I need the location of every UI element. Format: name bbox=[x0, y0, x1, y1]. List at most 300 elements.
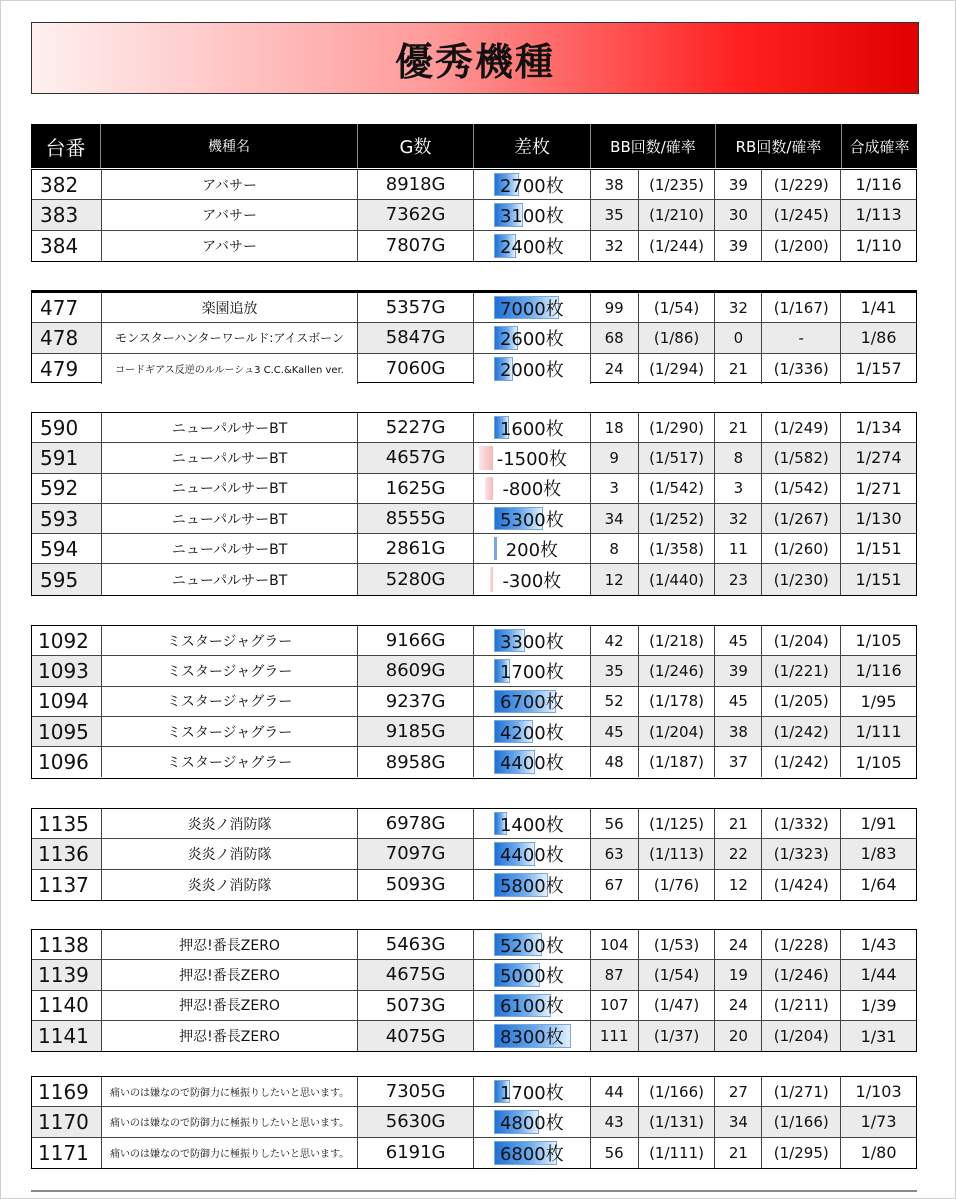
bb-count: 52 bbox=[591, 687, 639, 716]
page-title: 優秀機種 bbox=[31, 22, 919, 94]
game-count: 9166G bbox=[358, 626, 474, 655]
synth-rate: 1/274 bbox=[855, 448, 902, 468]
machine-name: ミスタージャグラー bbox=[102, 687, 358, 716]
table-row bbox=[32, 474, 916, 504]
game-count: 7362G bbox=[358, 200, 474, 229]
machine-no: 1095 bbox=[32, 717, 102, 746]
bb-count: 111 bbox=[591, 1021, 639, 1051]
machine-no: 593 bbox=[32, 504, 102, 533]
synth-rate: 1/80 bbox=[860, 1143, 897, 1163]
table-row bbox=[32, 839, 916, 869]
synth-rate: 1/105 bbox=[855, 752, 902, 772]
synth-rate: 1/64 bbox=[860, 875, 897, 895]
bb-rate: (1/358) bbox=[639, 534, 716, 563]
machine-no: 590 bbox=[32, 413, 102, 442]
bb-rate: (1/166) bbox=[639, 1077, 716, 1106]
machine-name: ニューパルサーBT bbox=[102, 443, 358, 472]
diff-value: 5200枚 bbox=[499, 935, 564, 957]
synth-rate: 1/95 bbox=[860, 691, 897, 711]
machine-name: 押忍!番長ZERO bbox=[102, 930, 358, 959]
synth-rate: 1/31 bbox=[860, 1026, 897, 1046]
synth-rate: 1/151 bbox=[855, 539, 902, 559]
col-header-synth: 合成確率 bbox=[849, 137, 910, 156]
table-row bbox=[32, 687, 916, 717]
table-row bbox=[32, 1021, 916, 1051]
game-count: 2861G bbox=[358, 534, 474, 563]
machine-no: 1093 bbox=[32, 656, 102, 685]
rb-rate: (1/332) bbox=[762, 809, 841, 838]
bb-rate: (1/440) bbox=[639, 564, 716, 594]
machine-name: 押忍!番長ZERO bbox=[102, 991, 358, 1020]
bb-rate: (1/517) bbox=[639, 443, 716, 472]
col-header-rb: RB回数/確率 bbox=[716, 124, 842, 168]
rb-count: 38 bbox=[715, 717, 762, 746]
machine-name: ニューパルサーBT bbox=[102, 564, 358, 594]
synth-rate: 1/111 bbox=[855, 722, 902, 742]
machine-no: 594 bbox=[32, 534, 102, 563]
game-count: 5463G bbox=[358, 930, 474, 959]
diff-value: 5300枚 bbox=[499, 509, 564, 531]
machine-no: 1096 bbox=[32, 747, 102, 777]
rb-rate: (1/267) bbox=[762, 504, 841, 533]
diff-cell bbox=[474, 839, 591, 868]
bottom-divider bbox=[31, 1190, 917, 1192]
synth-rate: 1/151 bbox=[855, 570, 902, 590]
rb-rate: (1/295) bbox=[762, 1138, 841, 1168]
machine-no: 383 bbox=[32, 200, 102, 229]
bb-rate: (1/37) bbox=[639, 1021, 716, 1051]
diff-cell bbox=[474, 354, 591, 384]
machine-no: 384 bbox=[32, 231, 102, 261]
bb-count: 67 bbox=[591, 870, 639, 900]
machine-group bbox=[31, 290, 917, 383]
table-row bbox=[32, 747, 916, 777]
synth-rate: 1/157 bbox=[855, 359, 902, 379]
table-row bbox=[32, 323, 916, 353]
diff-value: 4400枚 bbox=[499, 753, 564, 775]
machine-name: 押忍!番長ZERO bbox=[102, 960, 358, 989]
diff-value: 5800枚 bbox=[499, 875, 564, 897]
table-row bbox=[32, 717, 916, 747]
rb-count: 24 bbox=[715, 991, 762, 1020]
game-count: 6191G bbox=[358, 1138, 474, 1168]
game-count: 8555G bbox=[358, 504, 474, 533]
game-count: 1625G bbox=[358, 474, 474, 503]
diff-value: -800枚 bbox=[502, 479, 562, 501]
bb-count: 107 bbox=[591, 991, 639, 1020]
diff-value: 1700枚 bbox=[499, 1082, 564, 1104]
rb-rate: (1/242) bbox=[762, 747, 841, 777]
rb-count: 23 bbox=[715, 564, 762, 594]
rb-rate: (1/200) bbox=[762, 231, 841, 261]
machine-name: 炎炎ノ消防隊 bbox=[102, 870, 358, 900]
bb-count: 45 bbox=[591, 717, 639, 746]
rb-rate: (1/424) bbox=[762, 870, 841, 900]
machine-name: ニューパルサーBT bbox=[102, 504, 358, 533]
bb-rate: (1/178) bbox=[639, 687, 716, 716]
game-count: 6978G bbox=[358, 809, 474, 838]
rb-rate: (1/211) bbox=[762, 991, 841, 1020]
col-header-bb: BB回数/確率 bbox=[591, 124, 716, 168]
machine-group bbox=[31, 625, 917, 779]
machine-no: 1139 bbox=[32, 960, 102, 989]
machine-no: 1136 bbox=[32, 839, 102, 868]
rb-count: 21 bbox=[715, 809, 762, 838]
synth-rate: 1/105 bbox=[855, 631, 902, 651]
rb-rate: (1/271) bbox=[762, 1077, 841, 1106]
diff-cell bbox=[474, 930, 591, 959]
bb-rate: (1/210) bbox=[639, 200, 716, 229]
bb-rate: (1/125) bbox=[639, 809, 716, 838]
game-count: 8918G bbox=[358, 170, 474, 199]
machine-name: 痛いのは嫌なので防御力に極振りしたいと思います。 bbox=[102, 1138, 358, 1168]
bb-rate: (1/187) bbox=[639, 747, 716, 777]
bb-rate: (1/542) bbox=[639, 474, 716, 503]
diff-value: 4200枚 bbox=[499, 722, 564, 744]
diff-cell bbox=[474, 200, 591, 229]
machine-no: 1094 bbox=[32, 687, 102, 716]
diff-value: 7000枚 bbox=[499, 298, 564, 320]
machine-name: ニューパルサーBT bbox=[102, 413, 358, 442]
rb-count: 0 bbox=[715, 323, 762, 352]
bb-count: 87 bbox=[591, 960, 639, 989]
bb-count: 34 bbox=[591, 504, 639, 533]
machine-no: 1141 bbox=[32, 1021, 102, 1051]
bb-rate: (1/47) bbox=[639, 991, 716, 1020]
bb-count: 56 bbox=[591, 1138, 639, 1168]
rb-count: 34 bbox=[715, 1107, 762, 1136]
diff-cell bbox=[474, 687, 591, 716]
machine-no: 1169 bbox=[32, 1077, 102, 1106]
rb-count: 45 bbox=[715, 687, 762, 716]
diff-cell bbox=[474, 474, 591, 503]
game-count: 4075G bbox=[358, 1021, 474, 1051]
diff-negative-bar bbox=[479, 446, 493, 469]
game-count: 5847G bbox=[358, 323, 474, 352]
diff-cell bbox=[474, 443, 591, 472]
bb-count: 24 bbox=[591, 354, 639, 384]
rb-rate: (1/221) bbox=[762, 656, 841, 685]
machine-group bbox=[31, 169, 917, 262]
bb-rate: (1/113) bbox=[639, 839, 716, 868]
rb-count: 32 bbox=[715, 504, 762, 533]
machine-no: 1137 bbox=[32, 870, 102, 900]
diff-value: 6700枚 bbox=[499, 692, 564, 714]
col-header-name: 機種名 bbox=[101, 124, 358, 168]
diff-value: 1600枚 bbox=[499, 418, 564, 440]
game-count: 5227G bbox=[358, 413, 474, 442]
machine-no: 1135 bbox=[32, 809, 102, 838]
bb-count: 43 bbox=[591, 1107, 639, 1136]
table-row bbox=[32, 1107, 916, 1137]
machine-name: アバサー bbox=[102, 170, 358, 199]
game-count: 9185G bbox=[358, 717, 474, 746]
bb-rate: (1/86) bbox=[639, 323, 716, 352]
table-row bbox=[32, 991, 916, 1021]
bb-rate: (1/218) bbox=[639, 626, 716, 655]
machine-name: 痛いのは嫌なので防御力に極振りしたいと思います。 bbox=[102, 1107, 358, 1136]
synth-rate: 1/110 bbox=[855, 236, 902, 256]
machine-name: ミスタージャグラー bbox=[102, 747, 358, 777]
rb-rate: (1/230) bbox=[762, 564, 841, 594]
synth-rate: 1/86 bbox=[860, 328, 897, 348]
diff-cell bbox=[474, 323, 591, 352]
game-count: 8609G bbox=[358, 656, 474, 685]
bb-rate: (1/252) bbox=[639, 504, 716, 533]
diff-cell bbox=[474, 504, 591, 533]
bb-rate: (1/54) bbox=[639, 960, 716, 989]
rb-count: 32 bbox=[715, 293, 762, 322]
synth-rate: 1/44 bbox=[860, 965, 897, 985]
synth-rate: 1/113 bbox=[855, 205, 902, 225]
diff-cell bbox=[474, 413, 591, 442]
rb-rate: (1/242) bbox=[762, 717, 841, 746]
rb-count: 39 bbox=[715, 656, 762, 685]
table-row bbox=[32, 1077, 916, 1107]
machine-name: ミスタージャグラー bbox=[102, 717, 358, 746]
machine-no: 595 bbox=[32, 564, 102, 594]
synth-rate: 1/73 bbox=[860, 1112, 897, 1132]
machine-name: ミスタージャグラー bbox=[102, 626, 358, 655]
rb-count: 11 bbox=[715, 534, 762, 563]
machine-no: 1170 bbox=[32, 1107, 102, 1136]
diff-bar bbox=[494, 537, 497, 560]
rb-rate: (1/246) bbox=[762, 960, 841, 989]
table-row bbox=[32, 626, 916, 656]
diff-cell bbox=[474, 717, 591, 746]
bb-count: 42 bbox=[591, 626, 639, 655]
diff-value: 1700枚 bbox=[499, 661, 564, 683]
diff-cell bbox=[474, 747, 591, 777]
bb-count: 3 bbox=[591, 474, 639, 503]
synth-rate: 1/39 bbox=[860, 995, 897, 1015]
bb-count: 56 bbox=[591, 809, 639, 838]
bb-rate: (1/290) bbox=[639, 413, 716, 442]
diff-value: 2000枚 bbox=[499, 359, 564, 381]
rb-count: 27 bbox=[715, 1077, 762, 1106]
bb-count: 18 bbox=[591, 413, 639, 442]
rb-count: 20 bbox=[715, 1021, 762, 1051]
rb-count: 24 bbox=[715, 930, 762, 959]
machine-no: 592 bbox=[32, 474, 102, 503]
rb-rate: (1/245) bbox=[762, 200, 841, 229]
machine-no: 1138 bbox=[32, 930, 102, 959]
bb-rate: (1/244) bbox=[639, 231, 716, 261]
game-count: 5073G bbox=[358, 991, 474, 1020]
game-count: 4657G bbox=[358, 443, 474, 472]
diff-cell bbox=[474, 534, 591, 563]
machine-no: 1092 bbox=[32, 626, 102, 655]
rb-count: 21 bbox=[715, 1138, 762, 1168]
game-count: 7097G bbox=[358, 839, 474, 868]
bb-count: 38 bbox=[591, 170, 639, 199]
diff-value: 3300枚 bbox=[499, 631, 564, 653]
rb-count: 39 bbox=[715, 231, 762, 261]
game-count: 5357G bbox=[358, 293, 474, 322]
rb-count: 37 bbox=[715, 747, 762, 777]
bb-count: 35 bbox=[591, 200, 639, 229]
diff-value: 4800枚 bbox=[499, 1112, 564, 1134]
diff-cell bbox=[474, 1077, 591, 1106]
game-count: 5630G bbox=[358, 1107, 474, 1136]
diff-value: -300枚 bbox=[502, 570, 562, 592]
table-row bbox=[32, 1138, 916, 1168]
table-row bbox=[32, 960, 916, 990]
diff-cell bbox=[474, 1138, 591, 1168]
machine-group bbox=[31, 929, 917, 1052]
machine-no: 1171 bbox=[32, 1138, 102, 1168]
diff-value: 2700枚 bbox=[499, 175, 564, 197]
diff-value: 3100枚 bbox=[499, 205, 564, 227]
bb-count: 9 bbox=[591, 443, 639, 472]
rb-count: 12 bbox=[715, 870, 762, 900]
table-row bbox=[32, 443, 916, 473]
game-count: 9237G bbox=[358, 687, 474, 716]
rb-count: 39 bbox=[715, 170, 762, 199]
rb-rate: - bbox=[762, 323, 841, 352]
table-row bbox=[32, 656, 916, 686]
machine-name: ニューパルサーBT bbox=[102, 534, 358, 563]
rb-rate: (1/336) bbox=[762, 354, 841, 384]
machine-group bbox=[31, 1076, 917, 1169]
synth-rate: 1/116 bbox=[855, 661, 902, 681]
rb-count: 21 bbox=[715, 413, 762, 442]
diff-cell bbox=[474, 960, 591, 989]
rb-count: 22 bbox=[715, 839, 762, 868]
diff-cell bbox=[474, 991, 591, 1020]
bb-rate: (1/76) bbox=[639, 870, 716, 900]
diff-value: -1500枚 bbox=[496, 448, 568, 470]
diff-value: 2400枚 bbox=[499, 236, 564, 258]
rb-rate: (1/249) bbox=[762, 413, 841, 442]
diff-value: 6800枚 bbox=[499, 1143, 564, 1165]
game-count: 7807G bbox=[358, 231, 474, 261]
bb-count: 48 bbox=[591, 747, 639, 777]
machine-no: 1140 bbox=[32, 991, 102, 1020]
synth-rate: 1/130 bbox=[855, 509, 902, 529]
bb-rate: (1/204) bbox=[639, 717, 716, 746]
rb-count: 19 bbox=[715, 960, 762, 989]
machine-name: アバサー bbox=[102, 200, 358, 229]
diff-cell bbox=[474, 1107, 591, 1136]
rb-rate: (1/582) bbox=[762, 443, 841, 472]
synth-rate: 1/41 bbox=[860, 298, 897, 318]
bb-rate: (1/53) bbox=[639, 930, 716, 959]
rb-rate: (1/228) bbox=[762, 930, 841, 959]
bb-rate: (1/235) bbox=[639, 170, 716, 199]
rb-rate: (1/204) bbox=[762, 626, 841, 655]
diff-cell bbox=[474, 170, 591, 199]
diff-value: 4400枚 bbox=[499, 844, 564, 866]
machine-name: ミスタージャグラー bbox=[102, 656, 358, 685]
bb-count: 35 bbox=[591, 656, 639, 685]
synth-rate: 1/134 bbox=[855, 418, 902, 438]
col-header-diff: 差枚 bbox=[474, 124, 591, 168]
game-count: 5280G bbox=[358, 564, 474, 594]
game-count: 7060G bbox=[358, 354, 474, 384]
bb-count: 68 bbox=[591, 323, 639, 352]
machine-name: 炎炎ノ消防隊 bbox=[102, 839, 358, 868]
bb-rate: (1/131) bbox=[639, 1107, 716, 1136]
table-row bbox=[32, 504, 916, 534]
synth-rate: 1/43 bbox=[860, 935, 897, 955]
table-row bbox=[32, 231, 916, 261]
synth-rate: 1/83 bbox=[860, 844, 897, 864]
machine-name: コードギアス反逆のルルーシュ3 C.C.&Kallen ver. bbox=[102, 354, 358, 384]
table-row bbox=[32, 809, 916, 839]
synth-rate: 1/91 bbox=[860, 814, 897, 834]
machine-name: ニューパルサーBT bbox=[102, 474, 358, 503]
table-row bbox=[32, 534, 916, 564]
game-count: 8958G bbox=[358, 747, 474, 777]
rb-rate: (1/229) bbox=[762, 170, 841, 199]
rb-rate: (1/167) bbox=[762, 293, 841, 322]
rb-count: 3 bbox=[715, 474, 762, 503]
diff-cell bbox=[474, 1021, 591, 1051]
bb-rate: (1/294) bbox=[639, 354, 716, 384]
rb-count: 30 bbox=[715, 200, 762, 229]
machine-name: 押忍!番長ZERO bbox=[102, 1021, 358, 1051]
machine-name: アバサー bbox=[102, 231, 358, 261]
machine-group bbox=[31, 412, 917, 596]
bb-count: 32 bbox=[591, 231, 639, 261]
synth-rate: 1/116 bbox=[855, 175, 902, 195]
game-count: 4675G bbox=[358, 960, 474, 989]
machine-no: 591 bbox=[32, 443, 102, 472]
bb-rate: (1/246) bbox=[639, 656, 716, 685]
machine-no: 382 bbox=[32, 170, 102, 199]
machine-name: モンスターハンターワールド:アイスボーン bbox=[102, 323, 358, 352]
machine-name: 痛いのは嫌なので防御力に極振りしたいと思います。 bbox=[102, 1077, 358, 1106]
rb-rate: (1/542) bbox=[762, 474, 841, 503]
rb-count: 8 bbox=[715, 443, 762, 472]
rb-rate: (1/166) bbox=[762, 1107, 841, 1136]
table-row bbox=[32, 293, 916, 323]
bb-count: 63 bbox=[591, 839, 639, 868]
diff-cell bbox=[474, 626, 591, 655]
game-count: 7305G bbox=[358, 1077, 474, 1106]
rb-rate: (1/323) bbox=[762, 839, 841, 868]
diff-cell bbox=[474, 656, 591, 685]
table-row bbox=[32, 413, 916, 443]
machine-group bbox=[31, 808, 917, 901]
bb-count: 12 bbox=[591, 564, 639, 594]
bb-count: 99 bbox=[591, 293, 639, 322]
bb-count: 104 bbox=[591, 930, 639, 959]
table-row bbox=[32, 200, 916, 230]
table-row bbox=[32, 564, 916, 594]
synth-rate: 1/271 bbox=[855, 478, 902, 498]
col-header-no: 台番 bbox=[31, 124, 101, 168]
table-row bbox=[32, 170, 916, 200]
diff-negative-bar bbox=[490, 567, 493, 591]
game-count: 5093G bbox=[358, 870, 474, 900]
machine-name: 炎炎ノ消防隊 bbox=[102, 809, 358, 838]
machine-name: 楽園追放 bbox=[102, 293, 358, 322]
bb-count: 44 bbox=[591, 1077, 639, 1106]
diff-cell bbox=[474, 231, 591, 261]
table-row bbox=[32, 930, 916, 960]
synth-rate: 1/103 bbox=[855, 1082, 902, 1102]
bb-rate: (1/111) bbox=[639, 1138, 716, 1168]
col-header-games: G数 bbox=[358, 124, 474, 168]
diff-cell bbox=[474, 564, 591, 594]
machine-no: 478 bbox=[32, 323, 102, 352]
rb-count: 45 bbox=[715, 626, 762, 655]
machine-no: 477 bbox=[32, 293, 102, 322]
diff-value: 200枚 bbox=[505, 539, 559, 561]
rb-rate: (1/260) bbox=[762, 534, 841, 563]
